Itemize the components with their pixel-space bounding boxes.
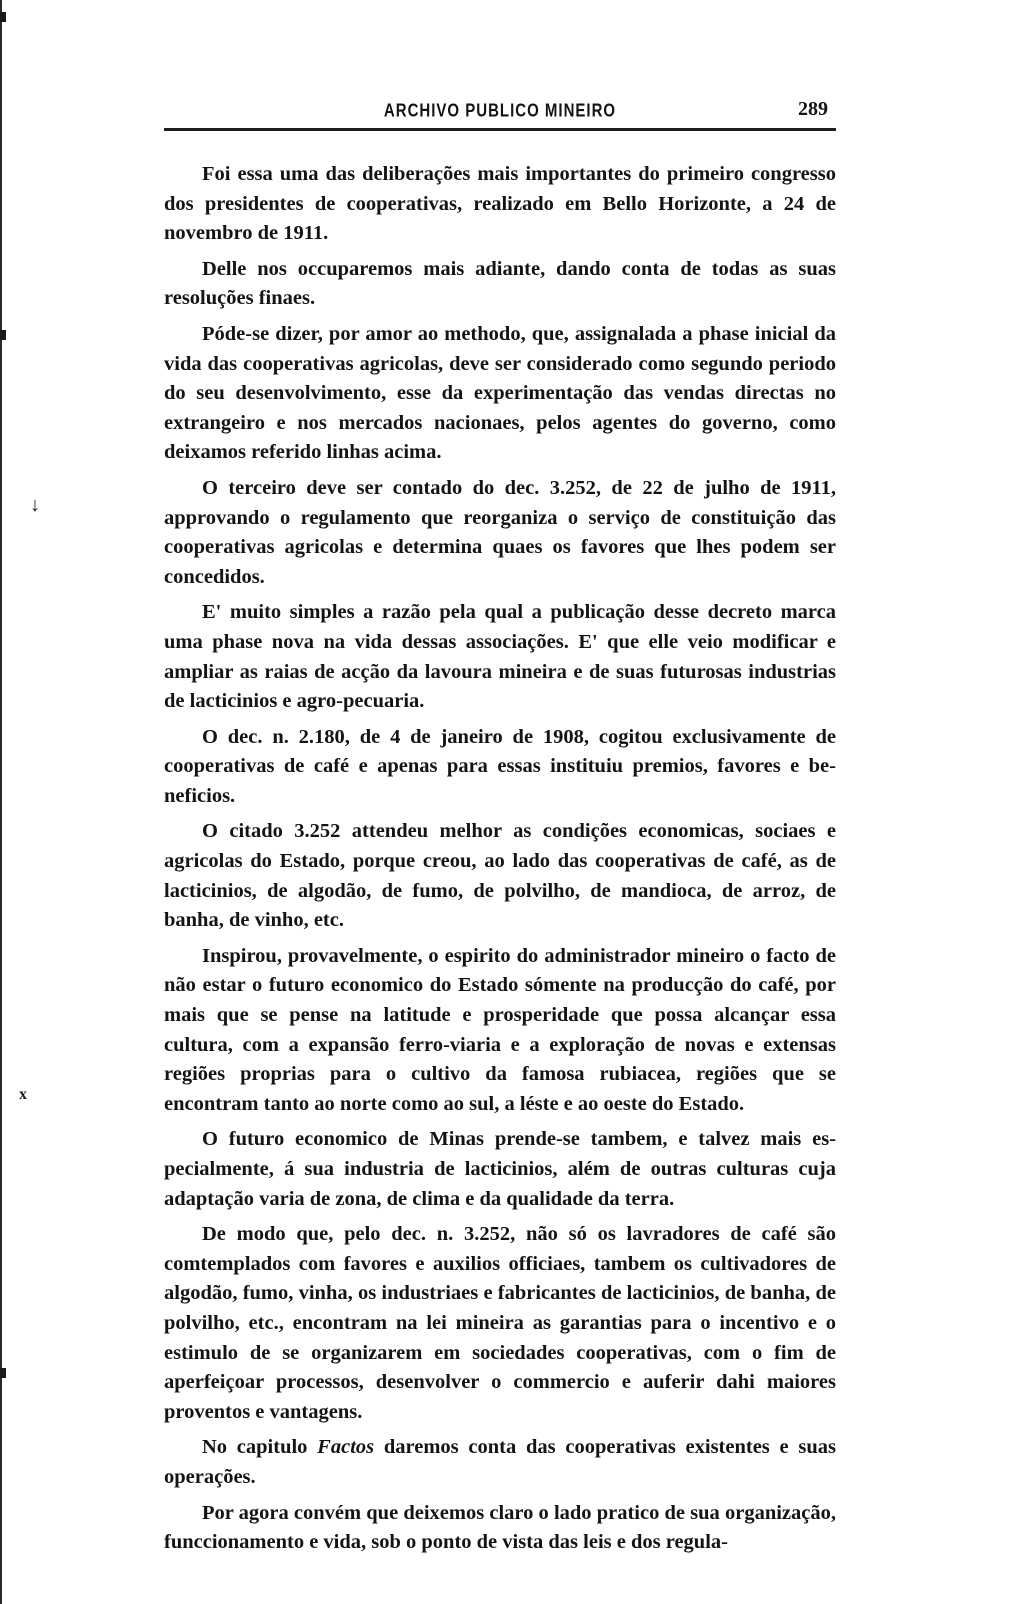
paragraph: O futuro economico de Minas prende-se tambem, e talvez mais especialmente, á sua industria de lacticinios, além de outras culturas cuja adaptação varia de zona, de clima e da qualidade da terra. (164, 1128, 836, 1210)
factos-italic-word: Factos (317, 1436, 375, 1459)
factos-text-before: No capitulo (202, 1436, 318, 1459)
paragraph: O citado 3.252 attendeu melhor as condições economicas, sociaes e agricolas do Estado, porque creou, ao lado das cooperativas de café, as de lacticinios, de algodão, de fumo, de polvilho, de mandioca, de arroz, de banha, de vinho, etc. (164, 820, 836, 932)
margin-mark-x: x (19, 1086, 27, 1103)
header-rule (164, 128, 836, 131)
paragraph: Póde-se dizer, por amor ao methodo, que, assignalada a phase inicial da vida das cooperativas agricolas, deve ser considerado como segundo periodo do seu desenvolvimento, esse da experimentação das vendas directas no extrangeiro e nos mercados nacionaes, pelos agentes do governo, como deixamos referido linhas acima. (164, 322, 836, 464)
paragraph: E' muito simples a razão pela qual a publicação desse decreto marca uma phase nova na vida dessas associações. E' que elle veio modificar e ampliar as raias de acção da lavoura mineira e de suas futurosas industrias de lacticinios e agro-pecuaria. (164, 601, 836, 713)
scan-margin-edge (0, 0, 4, 1604)
paragraph-factos (164, 1433, 836, 1492)
page-number: 289 (798, 98, 828, 120)
paragraph: Delle nos occuparemos mais adiante, dando conta de todas as suas resoluções finaes. (164, 257, 836, 310)
running-header (164, 100, 836, 130)
paragraph: Inspirou, provavelmente, o espirito do administrador mineiro o facto de não estar o futuro economico do Estado sómente na producção do café, por mais que se pense na latitude e prosperidade que possa alcançar essa cultura, com a expansão ferro-viaria e a exploração de novas e extensas regiões proprias para o cultivo da famosa rubiacea, regiões que se encontram tanto ao norte como ao sul, a léste e ao oeste do Estado. (164, 944, 836, 1115)
page-body (164, 160, 836, 1558)
margin-mark-arrow: ↓ (30, 494, 40, 516)
scan-margin-tick (0, 1368, 6, 1378)
paragraph: O terceiro deve ser contado do dec. 3.252, de 22 de julho de 1911, approvando o regulamento que reorganiza o serviço de constituição das cooperativas agricolas e determina quaes os favores que lhes podem ser concedidos. (164, 476, 836, 588)
factos-text-after: daremos conta das cooperativas existentes e suas operações. (164, 1436, 836, 1488)
scan-margin-tick (0, 12, 6, 22)
running-header-title: ARCHIVO PUBLICO MINEIRO (383, 100, 617, 122)
paragraph-last: Por agora convém que deixemos claro o lado pratico de sua organização, funccionamento e vida, sob o ponto de vista das leis e dos regula- (164, 1501, 836, 1554)
paragraph: O dec. n. 2.180, de 4 de janeiro de 1908, cogitou exclusivamente de cooperativas de café e apenas para essas instituiu premios, favores e beneficios. (164, 725, 836, 807)
paragraph: De modo que, pelo dec. n. 3.252, não só os lavradores de café são comtemplados com favores e auxilios officiaes, tambem os cultivadores de algodão, fumo, vinha, os industriaes e fabricantes de lacticinios, de banha, de polvilho, etc., encontram na lei mineira as garantias para o incentivo e o estimulo de se organizarem em sociedades cooperativas, com o fim de aperfeiçoar processos, desenvolver o commercio e auferir dahi maiores proventos e vantagens. (164, 1223, 836, 1423)
paragraph: Foi essa uma das deliberações mais importantes do primeiro congresso dos presidentes de cooperativas, realizado em Bello Horizonte, a 24 de novembro de 1911. (164, 163, 836, 245)
scan-margin-tick (0, 330, 6, 340)
